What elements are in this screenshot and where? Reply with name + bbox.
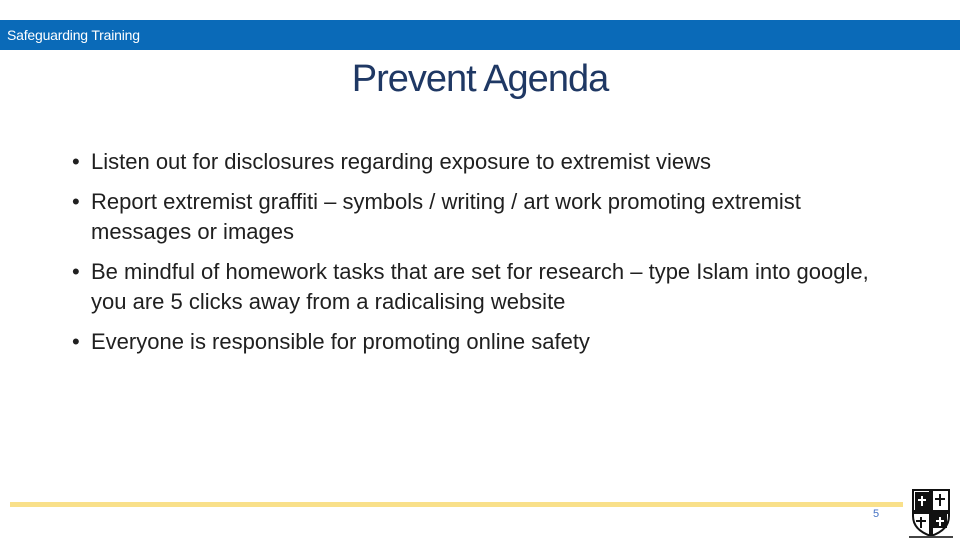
header-bar: [0, 20, 960, 50]
bullet-marker: •: [72, 329, 80, 354]
bullet-text: Be mindful of homework tasks that are set for research – type Islam into google, you are 5 clicks away from a radicalising website: [91, 259, 869, 314]
header-label: Safeguarding Training: [7, 27, 140, 43]
bullet-marker: •: [72, 189, 80, 214]
bullet-marker: •: [72, 259, 80, 284]
bullet-text: Listen out for disclosures regarding exposure to extremist views: [91, 149, 711, 174]
page-number: 5: [873, 508, 880, 520]
bullet-item: [72, 147, 902, 177]
bullet-list: [72, 147, 902, 367]
bullet-item: [72, 327, 902, 357]
bullet-item: [72, 187, 902, 247]
slide-title: Prevent Agenda: [351, 58, 609, 100]
bullet-text: Everyone is responsible for promoting online safety: [91, 329, 590, 354]
school-crest-icon: [903, 486, 959, 540]
bullet-marker: •: [72, 149, 80, 174]
bullet-text: Report extremist graffiti – symbols / writing / art work promoting extremist messages or images: [91, 189, 801, 244]
footer-divider: [10, 502, 903, 507]
bullet-item: [72, 257, 902, 317]
